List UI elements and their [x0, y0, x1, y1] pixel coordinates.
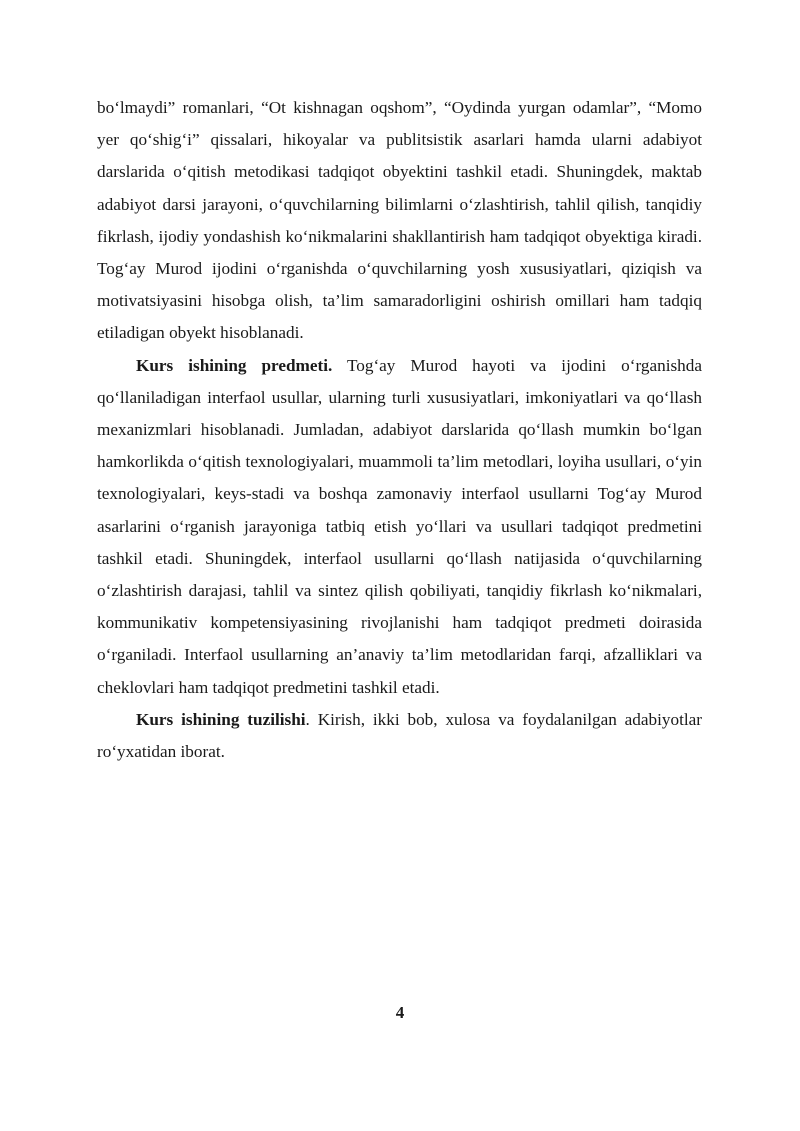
- paragraph-structure: [97, 704, 702, 768]
- paragraph-subject: [97, 350, 702, 704]
- body-text: [97, 92, 702, 768]
- paragraph-structure-text: . Kirish, ikki bob, xulosa va foydalanilgan adabiyotlar ro‘yxatidan iborat.: [97, 709, 702, 762]
- paragraph-object: [97, 92, 702, 350]
- paragraph-subject-text: Tog‘ay Murod hayoti va ijodini o‘rganishda qo‘llaniladigan interfaol usullar, ularning turli xususiyatlari, imkoniyatlari va qo‘llash mexanizmlari hisoblanadi. Jumladan, adabiyot darslarida qo‘llash mumkin bo‘lgan hamkorlikda o‘qitish texnologiyalari, muammoli ta’lim metodlari, loyiha usullari, o‘yin texnologiyalari, keys-stadi va boshqa zamonaviy interfaol usullarni Tog‘ay Murod asarlarini o‘rganish jarayoniga tatbiq etish yo‘llari va usullari tadqiqot predmetini tashkil etadi. Shuningdek, interfaol usullarni qo‘llash natijasida o‘quvchilarning o‘zlashtirish darajasi, tahlil va sintez qilish qobiliyati, tanqidiy fikrlash ko‘nikmalari, kommunikativ kompetensiyasining rivojlanishi ham tadqiqot predmeti doirasida o‘rganiladi. Interfaol usullarning an’anaviy ta’lim metodlaridan farqi, afzalliklari va cheklovlari ham tadqiqot predmetini tashkil etadi.: [97, 355, 702, 697]
- paragraph-structure-heading: Kurs ishining tuzilishi: [136, 709, 306, 729]
- paragraph-subject-heading: Kurs ishining predmeti.: [136, 355, 333, 375]
- page-number: 4: [395, 1003, 405, 1022]
- paragraph-object-text: bo‘lmaydi” romanlari, “Ot kishnagan oqshom”, “Oydinda yurgan odamlar”, “Momo yer qo‘shig‘i” qissalari, hikoyalar va publitsistik asarlari hamda ularni adabiyot darslarida o‘qitish metodikasi tadqiqot obyektini tashkil etadi. Shuningdek, maktab adabiyot darsi jarayoni, o‘quvchilarning bilimlarni o‘zlashtirish, tahlil qilish, tanqidiy fikrlash, ijodiy yondashish ko‘nikmalarini shakllantirish ham tadqiqot obyektiga kiradi. Tog‘ay Murod ijodini o‘rganishda o‘quvchilarning yosh xususiyatlari, qiziqish va motivatsiyasini hisobga olish, ta’lim samaradorligini oshirish omillari ham tadqiq etiladigan obyekt hisoblanadi.: [97, 98, 702, 343]
